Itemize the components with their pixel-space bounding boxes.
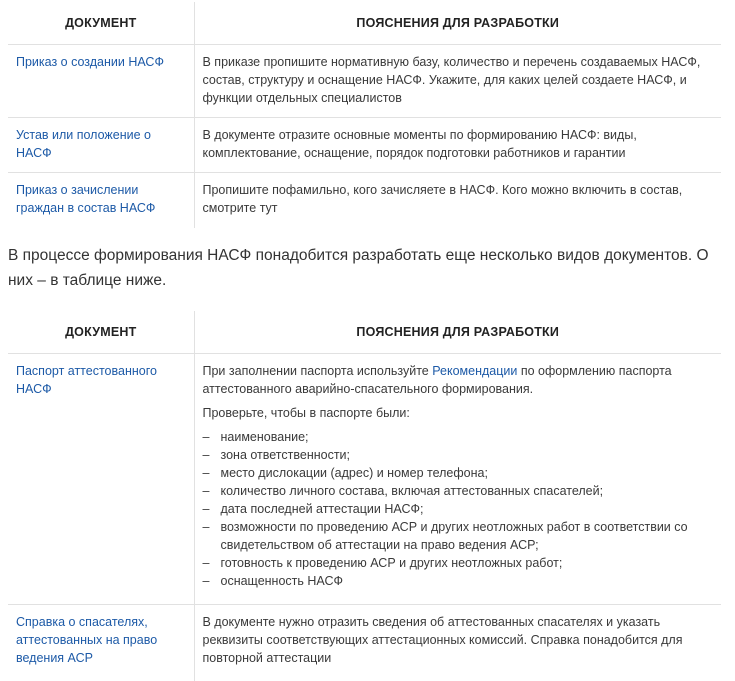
dash-marker: – xyxy=(203,464,210,482)
table-row xyxy=(8,354,721,605)
list-item xyxy=(203,428,714,446)
doc-link-passport[interactable]: Паспорт аттестованного НАСФ xyxy=(8,354,194,605)
list-item xyxy=(203,500,714,518)
documents-table-1 xyxy=(8,2,721,228)
dash-marker: – xyxy=(203,554,210,572)
text-segment: При заполнении паспорта используйте xyxy=(203,364,433,378)
row-explanation xyxy=(194,354,721,605)
list-item xyxy=(203,518,714,554)
dash-marker: – xyxy=(203,518,210,536)
doc-link-charter[interactable]: Устав или положение о НАСФ xyxy=(8,118,194,173)
doc-link-order-creation[interactable]: Приказ о создании НАСФ xyxy=(8,45,194,118)
text-segment: по оформлению паспорта аттестованного аварийно-спасательного формирования. xyxy=(203,364,672,396)
list-item-text: оснащенность НАСФ xyxy=(221,574,344,588)
header-explanations: ПОЯСНЕНИЯ ДЛЯ РАЗРАБОТКИ xyxy=(194,311,721,354)
row-explanation: В документе отразите основные моменты по формированию НАСФ: виды, комплектование, оснащение, порядок подготовки работников и гарантии xyxy=(194,118,721,173)
header-document: ДОКУМЕНТ xyxy=(8,2,194,45)
row-explanation: В приказе пропишите нормативную базу, количество и перечень создаваемых НАСФ, состав, структуру и оснащение НАСФ. Укажите, для каких целей создаете НАСФ, и функции отдельных специалистов xyxy=(194,45,721,118)
checklist xyxy=(203,428,714,590)
table-row xyxy=(8,173,721,229)
list-item xyxy=(203,482,714,500)
doc-link-enrollment-order[interactable]: Приказ о зачислении граждан в состав НАСФ xyxy=(8,173,194,229)
list-item-text: готовность к проведению АСР и других неотложных работ; xyxy=(221,556,563,570)
list-item xyxy=(203,446,714,464)
table-row xyxy=(8,605,721,681)
list-item xyxy=(203,572,714,590)
list-item xyxy=(203,464,714,482)
list-item-text: возможности по проведению АСР и других неотложных работ в соответствии со свидетельством об аттестации на право ведения АСР; xyxy=(221,520,688,552)
list-item-text: количество личного состава, включая аттестованных спасателей; xyxy=(221,484,604,498)
intro-paragraph: В процессе формирования НАСФ понадобится разработать еще несколько видов документов. О них – в таблице ниже. xyxy=(8,243,723,293)
dash-marker: – xyxy=(203,446,210,464)
table-header xyxy=(8,311,721,354)
row-explanation: В документе нужно отразить сведения об аттестованных спасателях и указать реквизиты соответствующих аттестационных комиссий. Справка понадобится для повторной аттестации xyxy=(194,605,721,681)
list-item-text: наименование; xyxy=(221,430,309,444)
list-item-text: место дислокации (адрес) и номер телефона; xyxy=(221,466,488,480)
dash-marker: – xyxy=(203,482,210,500)
row-explanation: Пропишите пофамильно, кого зачисляете в НАСФ. Кого можно включить в состав, смотрите тут xyxy=(194,173,721,229)
dash-marker: – xyxy=(203,500,210,518)
dash-marker: – xyxy=(203,428,210,446)
table-header xyxy=(8,2,721,45)
table-row xyxy=(8,118,721,173)
table-row xyxy=(8,45,721,118)
list-item xyxy=(203,554,714,572)
header-document: ДОКУМЕНТ xyxy=(8,311,194,354)
doc-link-rescuers-certificate[interactable]: Справка о спасателях, аттестованных на право ведения АСР xyxy=(8,605,194,681)
header-explanations: ПОЯСНЕНИЯ ДЛЯ РАЗРАБОТКИ xyxy=(194,2,721,45)
documents-table-2 xyxy=(8,311,721,681)
recommendations-link[interactable]: Рекомендации xyxy=(432,364,517,378)
list-item-text: зона ответственности; xyxy=(221,448,351,462)
check-intro: Проверьте, чтобы в паспорте были: xyxy=(203,404,714,422)
passport-paragraph xyxy=(203,362,714,398)
list-item-text: дата последней аттестации НАСФ; xyxy=(221,502,424,516)
dash-marker: – xyxy=(203,572,210,590)
